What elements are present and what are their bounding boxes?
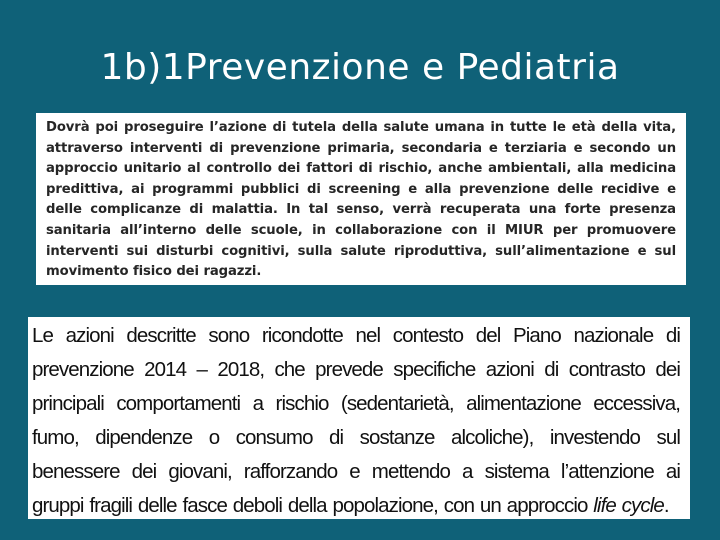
paragraph-main-text: Le azioni descritte sono ricondotte nel contesto del Piano nazionale di prevenzione 2014 – 2018, che prevede specifiche azioni di contrasto dei principali comportamenti a rischio (sedentarietà, alimentazione eccessiva, fumo, dipendenze o consumo di sostanze alcoliche), investendo sul benessere dei giovani, rafforzando e mettendo a sistema l’attenzione ai gruppi fragili delle fasce deboli della popolazione, con un approccio	[32, 324, 680, 517]
paragraph-tutela-salute: Dovrà poi proseguire l’azione di tutela della salute umana in tutte le età della vita, attraverso interventi di prevenzione primaria, secondaria e terziaria e secondo un approccio unitario al controllo dei fattori di rischio, anche ambientali, alla medicina predittiva, ai programmi pubblici di screening e alla prevenzione delle recidive e delle complicanze di malattia. In tal senso, verrà recuperata una forte presenza sanitaria all’interno delle scuole, in collaborazione con il MIUR per promuovere interventi sui disturbi cognitivi, sulla salute riproduttiva, sull’alimentazione e sul movimento fisico dei ragazzi.	[46, 120, 676, 280]
paragraph-piano-prevenzione	[32, 319, 680, 523]
text-box-tutela-salute	[36, 113, 686, 285]
paragraph-end-period: .	[663, 494, 669, 517]
text-box-piano-prevenzione	[28, 317, 690, 519]
life-cycle-italic: life cycle	[593, 494, 664, 517]
slide-title: 1b)1Prevenzione e Pediatria	[100, 47, 620, 88]
